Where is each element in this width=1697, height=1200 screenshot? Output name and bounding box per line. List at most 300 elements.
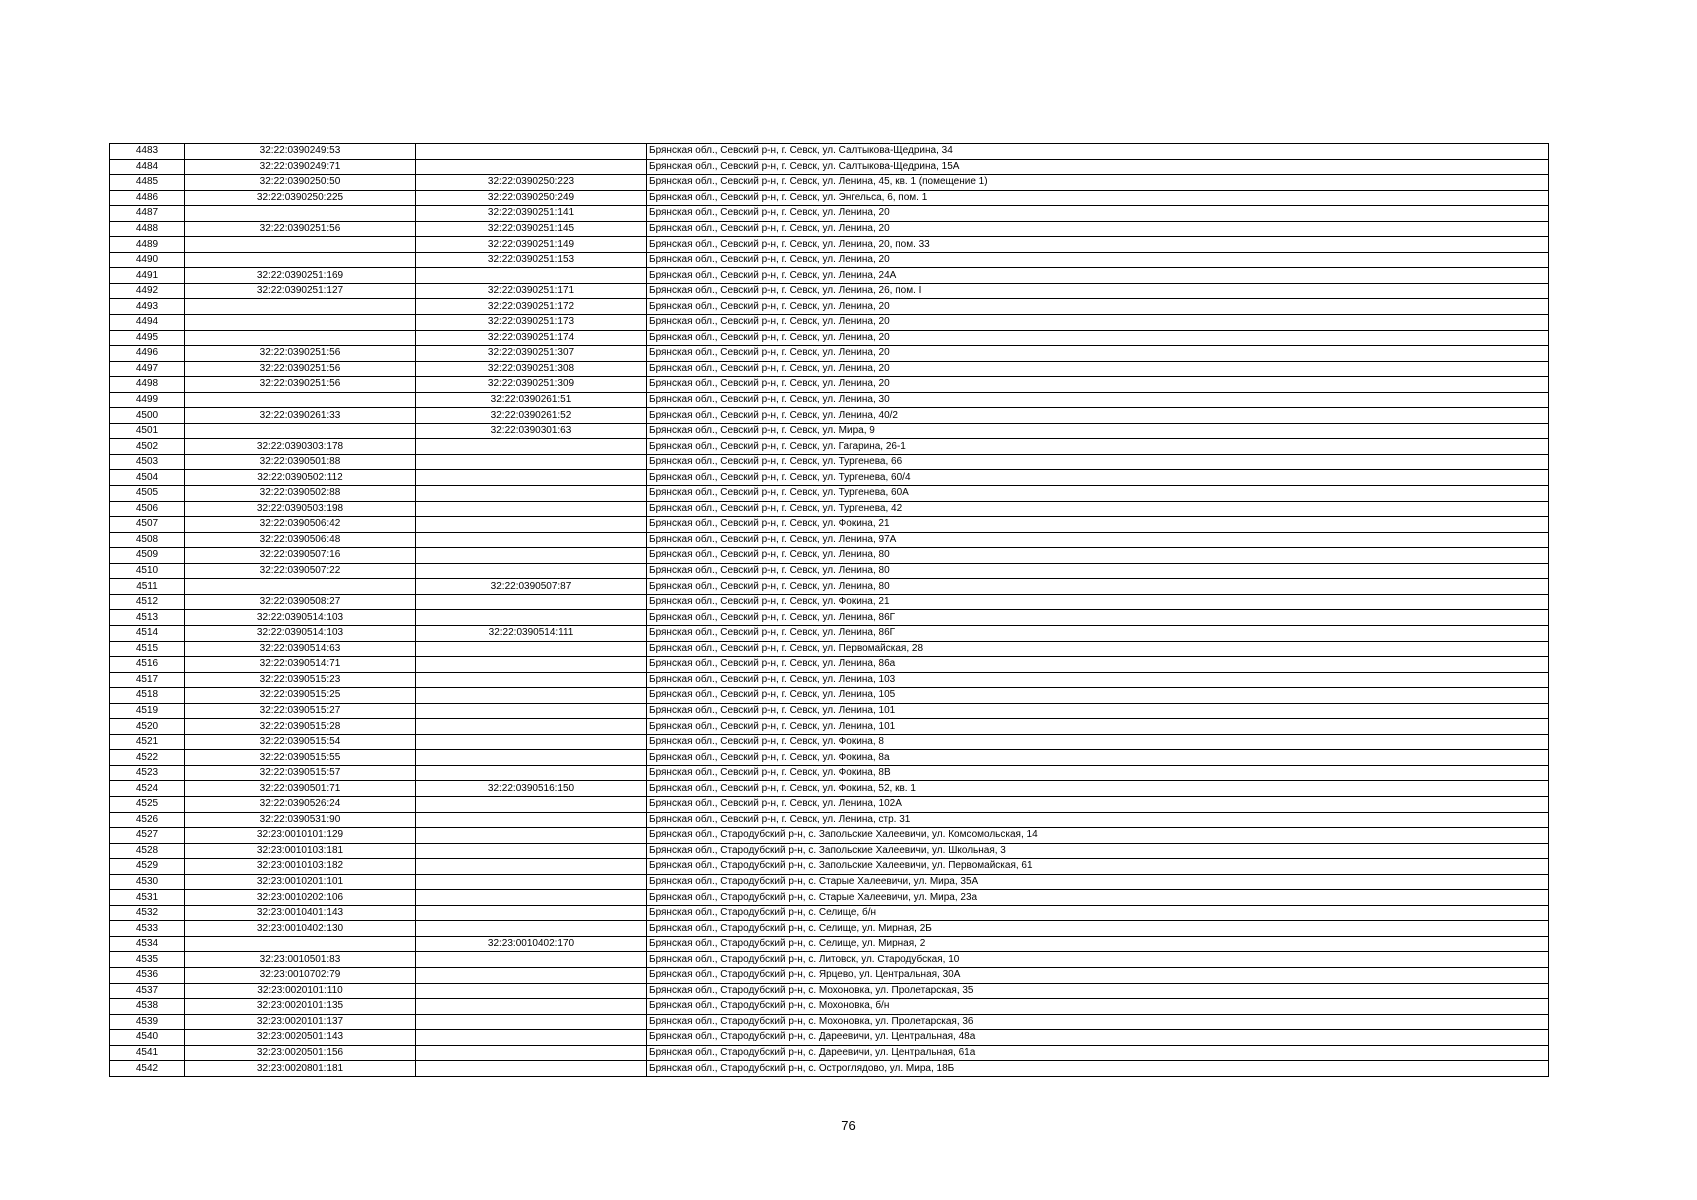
address-cell: Брянская обл., Стародубский р-н, с. Остроглядово, ул. Мира, 18Б xyxy=(647,1061,1549,1077)
address-cell: Брянская обл., Севский р-н, г. Севск, ул. Ленина, 97А xyxy=(647,532,1549,548)
object-cadastral-number-cell xyxy=(416,1045,647,1061)
row-number-cell: 4522 xyxy=(110,750,185,766)
address-cell: Брянская обл., Севский р-н, г. Севск, ул. Фокина, 21 xyxy=(647,517,1549,533)
object-cadastral-number-cell: 32:22:0390261:51 xyxy=(416,392,647,408)
address-cell: Брянская обл., Севский р-н, г. Севск, ул. Ленина, 101 xyxy=(647,703,1549,719)
row-number-cell: 4496 xyxy=(110,346,185,362)
address-cell: Брянская обл., Стародубский р-н, с. Старые Халеевичи, ул. Мира, 35А xyxy=(647,874,1549,890)
table-row xyxy=(110,967,1549,983)
table-row xyxy=(110,781,1549,797)
row-number-cell: 4523 xyxy=(110,765,185,781)
address-cell: Брянская обл., Севский р-н, г. Севск, ул. Ленина, 20 xyxy=(647,206,1549,222)
table-row xyxy=(110,159,1549,175)
row-number-cell: 4484 xyxy=(110,159,185,175)
land-cadastral-number-cell: 32:22:0390251:56 xyxy=(185,221,416,237)
address-cell: Брянская обл., Севский р-н, г. Севск, ул. Ленина, 20 xyxy=(647,299,1549,315)
address-cell: Брянская обл., Севский р-н, г. Севск, ул. Ленина, 30 xyxy=(647,392,1549,408)
row-number-cell: 4485 xyxy=(110,175,185,191)
table-row xyxy=(110,361,1549,377)
object-cadastral-number-cell xyxy=(416,1030,647,1046)
object-cadastral-number-cell xyxy=(416,610,647,626)
table-row xyxy=(110,874,1549,890)
object-cadastral-number-cell xyxy=(416,532,647,548)
table-row xyxy=(110,828,1549,844)
table-row xyxy=(110,221,1549,237)
row-number-cell: 4495 xyxy=(110,330,185,346)
object-cadastral-number-cell: 32:22:0390251:174 xyxy=(416,330,647,346)
address-cell: Брянская обл., Севский р-н, г. Севск, ул. Ленина, 20 xyxy=(647,330,1549,346)
object-cadastral-number-cell: 32:22:0390251:309 xyxy=(416,377,647,393)
row-number-cell: 4536 xyxy=(110,967,185,983)
land-cadastral-number-cell xyxy=(185,423,416,439)
address-cell: Брянская обл., Севский р-н, г. Севск, ул. Ленина, 20 xyxy=(647,361,1549,377)
land-cadastral-number-cell: 32:22:0390502:88 xyxy=(185,486,416,502)
object-cadastral-number-cell xyxy=(416,144,647,160)
table-row xyxy=(110,703,1549,719)
land-cadastral-number-cell: 32:23:0010702:79 xyxy=(185,967,416,983)
table-row xyxy=(110,1014,1549,1030)
object-cadastral-number-cell xyxy=(416,641,647,657)
row-number-cell: 4494 xyxy=(110,315,185,331)
table-row xyxy=(110,330,1549,346)
address-cell: Брянская обл., Севский р-н, г. Севск, ул. Ленина, 20 xyxy=(647,221,1549,237)
object-cadastral-number-cell: 32:22:0390250:249 xyxy=(416,190,647,206)
table-row xyxy=(110,283,1549,299)
object-cadastral-number-cell: 32:22:0390251:153 xyxy=(416,252,647,268)
row-number-cell: 4518 xyxy=(110,688,185,704)
address-cell: Брянская обл., Севский р-н, г. Севск, ул. Фокина, 8а xyxy=(647,750,1549,766)
land-cadastral-number-cell: 32:23:0020101:110 xyxy=(185,983,416,999)
address-cell: Брянская обл., Стародубский р-н, с. Мохоновка, ул. Пролетарская, 35 xyxy=(647,983,1549,999)
address-cell: Брянская обл., Севский р-н, г. Севск, ул. Ленина, 102А xyxy=(647,796,1549,812)
address-cell: Брянская обл., Севский р-н, г. Севск, ул. Ленина, 86а xyxy=(647,657,1549,673)
row-number-cell: 4491 xyxy=(110,268,185,284)
address-cell: Брянская обл., Стародубский р-н, с. Старые Халеевичи, ул. Мира, 23а xyxy=(647,890,1549,906)
row-number-cell: 4525 xyxy=(110,796,185,812)
object-cadastral-number-cell xyxy=(416,952,647,968)
land-cadastral-number-cell: 32:23:0010402:130 xyxy=(185,921,416,937)
land-cadastral-number-cell xyxy=(185,252,416,268)
row-number-cell: 4501 xyxy=(110,423,185,439)
object-cadastral-number-cell xyxy=(416,1061,647,1077)
table-row xyxy=(110,812,1549,828)
row-number-cell: 4514 xyxy=(110,625,185,641)
object-cadastral-number-cell: 32:22:0390251:149 xyxy=(416,237,647,253)
object-cadastral-number-cell xyxy=(416,470,647,486)
object-cadastral-number-cell xyxy=(416,905,647,921)
land-cadastral-number-cell: 32:22:0390261:33 xyxy=(185,408,416,424)
table-row xyxy=(110,610,1549,626)
land-cadastral-number-cell: 32:23:0020501:156 xyxy=(185,1045,416,1061)
land-cadastral-number-cell: 32:23:0010401:143 xyxy=(185,905,416,921)
object-cadastral-number-cell xyxy=(416,890,647,906)
row-number-cell: 4517 xyxy=(110,672,185,688)
table-row xyxy=(110,377,1549,393)
row-number-cell: 4537 xyxy=(110,983,185,999)
table-row xyxy=(110,206,1549,222)
land-cadastral-number-cell: 32:23:0020101:137 xyxy=(185,1014,416,1030)
land-cadastral-number-cell: 32:22:0390501:88 xyxy=(185,454,416,470)
object-cadastral-number-cell xyxy=(416,812,647,828)
object-cadastral-number-cell xyxy=(416,454,647,470)
row-number-cell: 4507 xyxy=(110,517,185,533)
object-cadastral-number-cell xyxy=(416,548,647,564)
address-cell: Брянская обл., Севский р-н, г. Севск, ул. Ленина, 101 xyxy=(647,719,1549,735)
land-cadastral-number-cell: 32:22:0390515:25 xyxy=(185,688,416,704)
land-cadastral-number-cell: 32:23:0020501:143 xyxy=(185,1030,416,1046)
table-row xyxy=(110,641,1549,657)
address-cell: Брянская обл., Севский р-н, г. Севск, ул. Тургенева, 60А xyxy=(647,486,1549,502)
address-cell: Брянская обл., Стародубский р-н, с. Дареевичи, ул. Центральная, 61а xyxy=(647,1045,1549,1061)
object-cadastral-number-cell xyxy=(416,517,647,533)
row-number-cell: 4527 xyxy=(110,828,185,844)
row-number-cell: 4490 xyxy=(110,252,185,268)
table-row xyxy=(110,859,1549,875)
row-number-cell: 4541 xyxy=(110,1045,185,1061)
address-cell: Брянская обл., Севский р-н, г. Севск, ул. Ленина, 105 xyxy=(647,688,1549,704)
row-number-cell: 4533 xyxy=(110,921,185,937)
land-cadastral-number-cell xyxy=(185,936,416,952)
land-cadastral-number-cell: 32:22:0390515:57 xyxy=(185,765,416,781)
land-cadastral-number-cell: 32:22:0390251:169 xyxy=(185,268,416,284)
address-cell: Брянская обл., Стародубский р-н, с. Мохоновка, б/н xyxy=(647,999,1549,1015)
row-number-cell: 4498 xyxy=(110,377,185,393)
object-cadastral-number-cell: 32:22:0390514:111 xyxy=(416,625,647,641)
land-cadastral-number-cell: 32:22:0390250:225 xyxy=(185,190,416,206)
land-cadastral-number-cell: 32:22:0390514:103 xyxy=(185,610,416,626)
row-number-cell: 4542 xyxy=(110,1061,185,1077)
address-cell: Брянская обл., Севский р-н, г. Севск, ул. Энгельса, 6, пом. 1 xyxy=(647,190,1549,206)
address-cell: Брянская обл., Севский р-н, г. Севск, ул. Ленина, 20 xyxy=(647,377,1549,393)
land-cadastral-number-cell xyxy=(185,392,416,408)
address-cell: Брянская обл., Севский р-н, г. Севск, ул. Фокина, 52, кв. 1 xyxy=(647,781,1549,797)
land-cadastral-number-cell: 32:22:0390506:42 xyxy=(185,517,416,533)
row-number-cell: 4540 xyxy=(110,1030,185,1046)
table-row xyxy=(110,952,1549,968)
row-number-cell: 4506 xyxy=(110,501,185,517)
object-cadastral-number-cell: 32:23:0010402:170 xyxy=(416,936,647,952)
object-cadastral-number-cell xyxy=(416,268,647,284)
row-number-cell: 4510 xyxy=(110,563,185,579)
object-cadastral-number-cell: 32:22:0390516:150 xyxy=(416,781,647,797)
object-cadastral-number-cell xyxy=(416,765,647,781)
table-row xyxy=(110,517,1549,533)
table-row xyxy=(110,501,1549,517)
object-cadastral-number-cell: 32:22:0390251:308 xyxy=(416,361,647,377)
table-row xyxy=(110,175,1549,191)
object-cadastral-number-cell xyxy=(416,828,647,844)
address-cell: Брянская обл., Севский р-н, г. Севск, ул. Ленина, 80 xyxy=(647,548,1549,564)
object-cadastral-number-cell xyxy=(416,439,647,455)
address-cell: Брянская обл., Стародубский р-н, с. Селище, ул. Мирная, 2Б xyxy=(647,921,1549,937)
row-number-cell: 4529 xyxy=(110,859,185,875)
address-cell: Брянская обл., Стародубский р-н, с. Дареевичи, ул. Центральная, 48а xyxy=(647,1030,1549,1046)
land-cadastral-number-cell: 32:22:0390251:56 xyxy=(185,361,416,377)
address-cell: Брянская обл., Севский р-н, г. Севск, ул. Ленина, 20 xyxy=(647,346,1549,362)
row-number-cell: 4513 xyxy=(110,610,185,626)
table-row xyxy=(110,1030,1549,1046)
address-cell: Брянская обл., Севский р-н, г. Севск, ул. Ленина, 26, пом. I xyxy=(647,283,1549,299)
row-number-cell: 4497 xyxy=(110,361,185,377)
address-cell: Брянская обл., Стародубский р-н, с. Селище, ул. Мирная, 2 xyxy=(647,936,1549,952)
address-cell: Брянская обл., Стародубский р-н, с. Запольские Халеевичи, ул. Первомайская, 61 xyxy=(647,859,1549,875)
object-cadastral-number-cell xyxy=(416,657,647,673)
row-number-cell: 4538 xyxy=(110,999,185,1015)
row-number-cell: 4508 xyxy=(110,532,185,548)
land-cadastral-number-cell: 32:22:0390514:63 xyxy=(185,641,416,657)
table-row xyxy=(110,190,1549,206)
row-number-cell: 4502 xyxy=(110,439,185,455)
row-number-cell: 4534 xyxy=(110,936,185,952)
object-cadastral-number-cell: 32:22:0390250:223 xyxy=(416,175,647,191)
row-number-cell: 4539 xyxy=(110,1014,185,1030)
table-row xyxy=(110,625,1549,641)
row-number-cell: 4483 xyxy=(110,144,185,160)
table-row xyxy=(110,346,1549,362)
row-number-cell: 4519 xyxy=(110,703,185,719)
row-number-cell: 4530 xyxy=(110,874,185,890)
address-cell: Брянская обл., Севский р-н, г. Севск, ул. Фокина, 8 xyxy=(647,734,1549,750)
address-cell: Брянская обл., Севский р-н, г. Севск, ул. Салтыкова-Щедрина, 34 xyxy=(647,144,1549,160)
address-cell: Брянская обл., Севский р-н, г. Севск, ул. Мира, 9 xyxy=(647,423,1549,439)
land-cadastral-number-cell: 32:23:0010201:101 xyxy=(185,874,416,890)
table-row xyxy=(110,905,1549,921)
land-cadastral-number-cell: 32:22:0390503:198 xyxy=(185,501,416,517)
land-cadastral-number-cell: 32:22:0390249:53 xyxy=(185,144,416,160)
table-row xyxy=(110,439,1549,455)
object-cadastral-number-cell: 32:22:0390251:145 xyxy=(416,221,647,237)
object-cadastral-number-cell xyxy=(416,843,647,859)
table-row xyxy=(110,1061,1549,1077)
table-row xyxy=(110,796,1549,812)
land-cadastral-number-cell: 32:22:0390514:103 xyxy=(185,625,416,641)
address-cell: Брянская обл., Севский р-н, г. Севск, ул. Ленина, 86Г xyxy=(647,625,1549,641)
land-cadastral-number-cell: 32:22:0390250:50 xyxy=(185,175,416,191)
object-cadastral-number-cell xyxy=(416,688,647,704)
address-cell: Брянская обл., Стародубский р-н, с. Селище, б/н xyxy=(647,905,1549,921)
object-cadastral-number-cell xyxy=(416,159,647,175)
object-cadastral-number-cell xyxy=(416,703,647,719)
object-cadastral-number-cell xyxy=(416,734,647,750)
table-row xyxy=(110,750,1549,766)
row-number-cell: 4516 xyxy=(110,657,185,673)
table-row xyxy=(110,579,1549,595)
row-number-cell: 4524 xyxy=(110,781,185,797)
address-cell: Брянская обл., Севский р-н, г. Севск, ул. Тургенева, 60/4 xyxy=(647,470,1549,486)
land-cadastral-number-cell: 32:22:0390251:56 xyxy=(185,346,416,362)
land-cadastral-number-cell xyxy=(185,299,416,315)
land-cadastral-number-cell: 32:23:0010202:106 xyxy=(185,890,416,906)
table-row xyxy=(110,237,1549,253)
land-cadastral-number-cell: 32:22:0390508:27 xyxy=(185,594,416,610)
row-number-cell: 4493 xyxy=(110,299,185,315)
table-row xyxy=(110,921,1549,937)
object-cadastral-number-cell xyxy=(416,1014,647,1030)
object-cadastral-number-cell xyxy=(416,594,647,610)
table-row xyxy=(110,688,1549,704)
land-cadastral-number-cell: 32:23:0010103:181 xyxy=(185,843,416,859)
row-number-cell: 4492 xyxy=(110,283,185,299)
address-cell: Брянская обл., Севский р-н, г. Севск, ул. Фокина, 21 xyxy=(647,594,1549,610)
table-row xyxy=(110,268,1549,284)
row-number-cell: 4512 xyxy=(110,594,185,610)
land-cadastral-number-cell: 32:22:0390502:112 xyxy=(185,470,416,486)
row-number-cell: 4531 xyxy=(110,890,185,906)
address-cell: Брянская обл., Севский р-н, г. Севск, ул. Тургенева, 66 xyxy=(647,454,1549,470)
address-cell: Брянская обл., Севский р-н, г. Севск, ул. Ленина, 20, пом. 33 xyxy=(647,237,1549,253)
object-cadastral-number-cell xyxy=(416,999,647,1015)
row-number-cell: 4511 xyxy=(110,579,185,595)
object-cadastral-number-cell: 32:22:0390251:172 xyxy=(416,299,647,315)
object-cadastral-number-cell xyxy=(416,859,647,875)
table-row xyxy=(110,532,1549,548)
row-number-cell: 4505 xyxy=(110,486,185,502)
row-number-cell: 4487 xyxy=(110,206,185,222)
address-cell: Брянская обл., Севский р-н, г. Севск, ул. Ленина, 103 xyxy=(647,672,1549,688)
table-row xyxy=(110,1045,1549,1061)
land-cadastral-number-cell: 32:22:0390251:127 xyxy=(185,283,416,299)
land-cadastral-number-cell: 32:23:0020801:181 xyxy=(185,1061,416,1077)
registry-table-body xyxy=(110,144,1549,1077)
address-cell: Брянская обл., Севский р-н, г. Севск, ул. Ленина, 20 xyxy=(647,252,1549,268)
table-row xyxy=(110,734,1549,750)
address-cell: Брянская обл., Севский р-н, г. Севск, ул. Ленина, 20 xyxy=(647,315,1549,331)
table-row xyxy=(110,594,1549,610)
object-cadastral-number-cell xyxy=(416,486,647,502)
land-cadastral-number-cell: 32:22:0390515:55 xyxy=(185,750,416,766)
land-cadastral-number-cell: 32:22:0390515:27 xyxy=(185,703,416,719)
row-number-cell: 4504 xyxy=(110,470,185,486)
land-cadastral-number-cell xyxy=(185,206,416,222)
table-row xyxy=(110,299,1549,315)
object-cadastral-number-cell: 32:22:0390251:171 xyxy=(416,283,647,299)
address-cell: Брянская обл., Севский р-н, г. Севск, ул. Ленина, 80 xyxy=(647,579,1549,595)
table-row xyxy=(110,672,1549,688)
table-row xyxy=(110,470,1549,486)
row-number-cell: 4535 xyxy=(110,952,185,968)
land-cadastral-number-cell: 32:22:0390515:23 xyxy=(185,672,416,688)
address-cell: Брянская обл., Севский р-н, г. Севск, ул. Первомайская, 28 xyxy=(647,641,1549,657)
table-row xyxy=(110,765,1549,781)
row-number-cell: 4489 xyxy=(110,237,185,253)
address-cell: Брянская обл., Стародубский р-н, с. Запольские Халеевичи, ул. Школьная, 3 xyxy=(647,843,1549,859)
row-number-cell: 4528 xyxy=(110,843,185,859)
object-cadastral-number-cell xyxy=(416,501,647,517)
row-number-cell: 4486 xyxy=(110,190,185,206)
table-row xyxy=(110,315,1549,331)
address-cell: Брянская обл., Стародубский р-н, с. Мохоновка, ул. Пролетарская, 36 xyxy=(647,1014,1549,1030)
address-cell: Брянская обл., Севский р-н, г. Севск, ул. Фокина, 8В xyxy=(647,765,1549,781)
row-number-cell: 4521 xyxy=(110,734,185,750)
land-cadastral-number-cell xyxy=(185,330,416,346)
land-cadastral-number-cell: 32:23:0020101:135 xyxy=(185,999,416,1015)
land-cadastral-number-cell: 32:22:0390526:24 xyxy=(185,796,416,812)
land-cadastral-number-cell: 32:22:0390506:48 xyxy=(185,532,416,548)
land-cadastral-number-cell xyxy=(185,237,416,253)
table-row xyxy=(110,657,1549,673)
object-cadastral-number-cell xyxy=(416,796,647,812)
table-row xyxy=(110,408,1549,424)
land-cadastral-number-cell: 32:22:0390303:178 xyxy=(185,439,416,455)
land-cadastral-number-cell xyxy=(185,579,416,595)
table-row xyxy=(110,144,1549,160)
address-cell: Брянская обл., Севский р-н, г. Севск, ул. Тургенева, 42 xyxy=(647,501,1549,517)
address-cell: Брянская обл., Стародубский р-н, с. Ярцево, ул. Центральная, 30А xyxy=(647,967,1549,983)
table-row xyxy=(110,392,1549,408)
land-cadastral-number-cell: 32:23:0010103:182 xyxy=(185,859,416,875)
table-row xyxy=(110,719,1549,735)
object-cadastral-number-cell xyxy=(416,983,647,999)
land-cadastral-number-cell: 32:22:0390501:71 xyxy=(185,781,416,797)
address-cell: Брянская обл., Севский р-н, г. Севск, ул. Ленина, 45, кв. 1 (помещение 1) xyxy=(647,175,1549,191)
address-cell: Брянская обл., Стародубский р-н, с. Литовск, ул. Стародубская, 10 xyxy=(647,952,1549,968)
object-cadastral-number-cell xyxy=(416,672,647,688)
land-cadastral-number-cell: 32:22:0390515:54 xyxy=(185,734,416,750)
address-cell: Брянская обл., Севский р-н, г. Севск, ул. Ленина, стр. 31 xyxy=(647,812,1549,828)
object-cadastral-number-cell xyxy=(416,719,647,735)
registry-table xyxy=(109,143,1549,1077)
object-cadastral-number-cell: 32:22:0390251:141 xyxy=(416,206,647,222)
address-cell: Брянская обл., Севский р-н, г. Севск, ул. Салтыкова-Щедрина, 15А xyxy=(647,159,1549,175)
object-cadastral-number-cell xyxy=(416,874,647,890)
object-cadastral-number-cell xyxy=(416,750,647,766)
land-cadastral-number-cell: 32:22:0390507:16 xyxy=(185,548,416,564)
table-row xyxy=(110,252,1549,268)
page-number: 76 xyxy=(841,1118,856,1133)
row-number-cell: 4503 xyxy=(110,454,185,470)
row-number-cell: 4500 xyxy=(110,408,185,424)
table-row xyxy=(110,983,1549,999)
row-number-cell: 4532 xyxy=(110,905,185,921)
table-row xyxy=(110,454,1549,470)
land-cadastral-number-cell: 32:22:0390251:56 xyxy=(185,377,416,393)
land-cadastral-number-cell: 32:22:0390249:71 xyxy=(185,159,416,175)
table-row xyxy=(110,486,1549,502)
table-row xyxy=(110,843,1549,859)
table-row xyxy=(110,548,1549,564)
object-cadastral-number-cell: 32:22:0390261:52 xyxy=(416,408,647,424)
land-cadastral-number-cell: 32:22:0390507:22 xyxy=(185,563,416,579)
object-cadastral-number-cell xyxy=(416,967,647,983)
row-number-cell: 4520 xyxy=(110,719,185,735)
row-number-cell: 4526 xyxy=(110,812,185,828)
object-cadastral-number-cell xyxy=(416,563,647,579)
row-number-cell: 4488 xyxy=(110,221,185,237)
land-cadastral-number-cell: 32:23:0010101:129 xyxy=(185,828,416,844)
object-cadastral-number-cell: 32:22:0390301:63 xyxy=(416,423,647,439)
address-cell: Брянская обл., Севский р-н, г. Севск, ул. Ленина, 86Г xyxy=(647,610,1549,626)
address-cell: Брянская обл., Севский р-н, г. Севск, ул. Ленина, 80 xyxy=(647,563,1549,579)
object-cadastral-number-cell: 32:22:0390251:307 xyxy=(416,346,647,362)
object-cadastral-number-cell xyxy=(416,921,647,937)
land-cadastral-number-cell: 32:22:0390514:71 xyxy=(185,657,416,673)
table-row xyxy=(110,890,1549,906)
row-number-cell: 4509 xyxy=(110,548,185,564)
row-number-cell: 4515 xyxy=(110,641,185,657)
land-cadastral-number-cell xyxy=(185,315,416,331)
land-cadastral-number-cell: 32:22:0390515:28 xyxy=(185,719,416,735)
object-cadastral-number-cell: 32:22:0390251:173 xyxy=(416,315,647,331)
address-cell: Брянская обл., Севский р-н, г. Севск, ул. Ленина, 24А xyxy=(647,268,1549,284)
address-cell: Брянская обл., Стародубский р-н, с. Запольские Халеевичи, ул. Комсомольская, 14 xyxy=(647,828,1549,844)
row-number-cell: 4499 xyxy=(110,392,185,408)
table-row xyxy=(110,936,1549,952)
object-cadastral-number-cell: 32:22:0390507:87 xyxy=(416,579,647,595)
table-row xyxy=(110,423,1549,439)
address-cell: Брянская обл., Севский р-н, г. Севск, ул. Гагарина, 26-1 xyxy=(647,439,1549,455)
land-cadastral-number-cell: 32:23:0010501:83 xyxy=(185,952,416,968)
address-cell: Брянская обл., Севский р-н, г. Севск, ул. Ленина, 40/2 xyxy=(647,408,1549,424)
